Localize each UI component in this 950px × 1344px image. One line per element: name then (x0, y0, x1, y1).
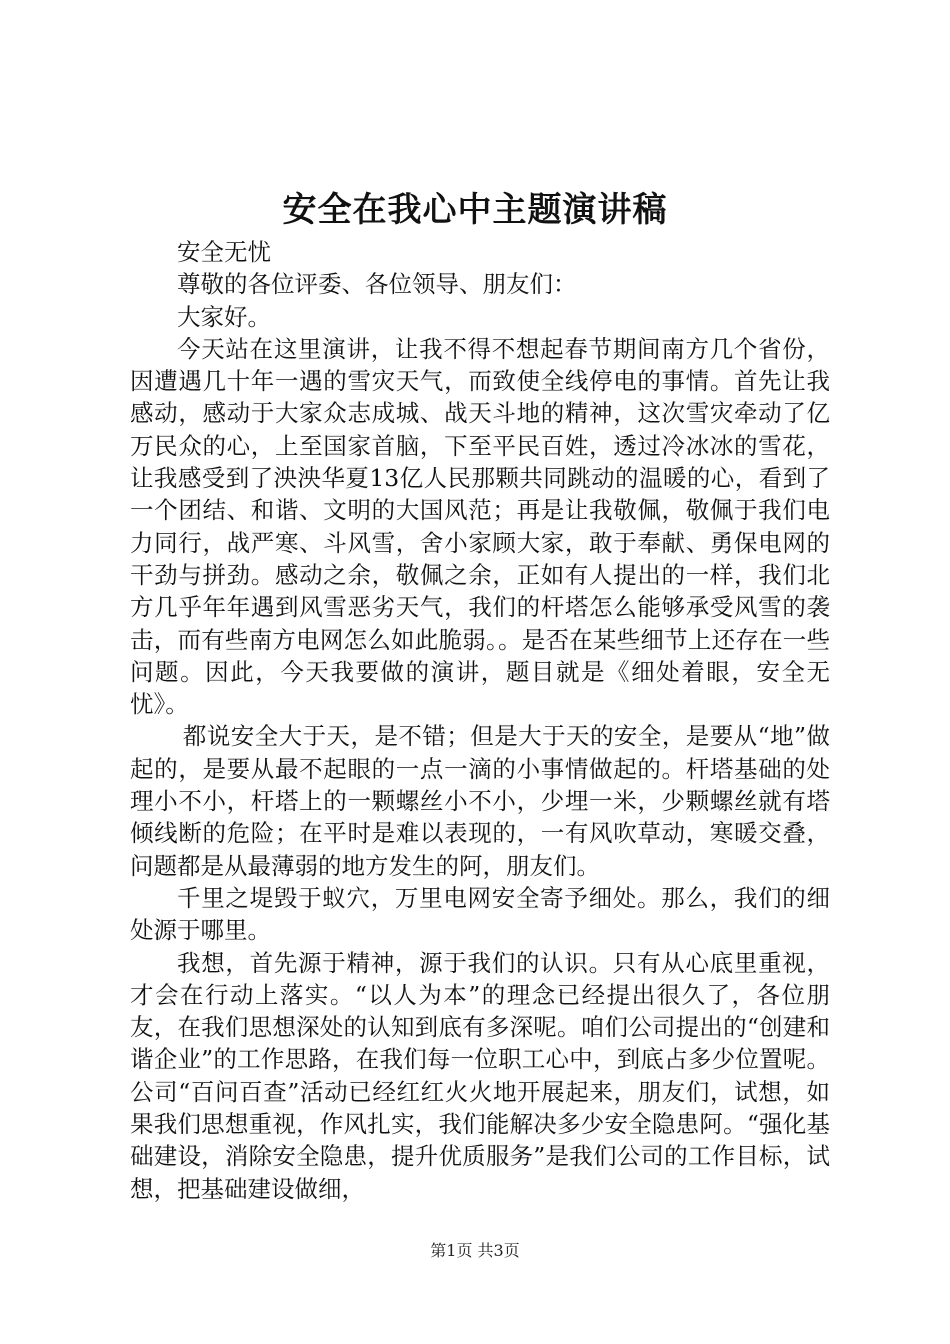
document-body (130, 236, 830, 1205)
page-footer: 第1页 共3页 (430, 1241, 520, 1260)
paragraph-body-2: 都说安全大于天，是不错；但是大于天的安全，是要从“地”做起的，是要从最不起眼的一点一滴的小事情做起的。杆塔基础的处理小不小，杆塔上的一颗螺丝小不小，少埋一米，少颗螺丝就有塔倾线断的危险；在平时是难以表现的，一有风吹草动，寒暖交叠，问题都是从最薄弱的地方发生的阿，朋友们。 (130, 722, 830, 880)
paragraph-body-3: 千里之堤毁于蚁穴，万里电网安全寄予细处。那么，我们的细处源于哪里。 (130, 883, 830, 945)
paragraph-subtitle: 安全无忧 (177, 238, 271, 266)
paragraph-greeting: 大家好。 (177, 302, 271, 331)
paragraph-body-1: 今天站在这里演讲，让我不得不想起春节期间南方几个省份，因遭遇几十年一遇的雪灾天气，而致使全线停电的事情。首先让我感动，感动于大家众志成城、战天斗地的精神，这次雪灾牵动了亿万民众的心，上至国家首脑，下至平民百姓，透过冷冰冰的雪花，让我感受到了泱泱华夏13亿人民那颗共同跳动的温暖的心，看到了一个团结、和谐、文明的大国风范；再是让我敬佩，敬佩于我们电力同行，战严寒、斗风雪，舍小家顾大家，敢于奉献、勇保电网的干劲与拼劲。感动之余，敬佩之余，正如有人提出的一样，我们北方几乎年年遇到风雪恶劣天气，我们的杆塔怎么能够承受风雪的袭击，而有些南方电网怎么如此脆弱。。是否在某些细节上还存在一些问题。因此，今天我要做的演讲，题目就是《细处着眼，安全无忧》。 (130, 334, 830, 719)
paragraph-salutation: 尊敬的各位评委、各位领导、朋友们： (177, 270, 577, 299)
document-title: 安全在我心中主题演讲稿 (282, 190, 668, 230)
paragraph-body-4: 我想，首先源于精神，源于我们的认识。只有从心底里重视，才会在行动上落实。“以人为本”的理念已经提出很久了，各位朋友，在我们思想深处的认知到底有多深呢。咱们公司提出的“创建和谐企业”的工作思路，在我们每一位职工心中，到底占多少位置呢。公司“百问百查”活动已经红红火火地开展起来，朋友们，试想，如果我们思想重视，作风扎实，我们能解决多少安全隐患阿。“强化基础建设，消除安全隐患，提升优质服务”是我们公司的工作目标，试想，把基础建设做细， (130, 948, 830, 1203)
